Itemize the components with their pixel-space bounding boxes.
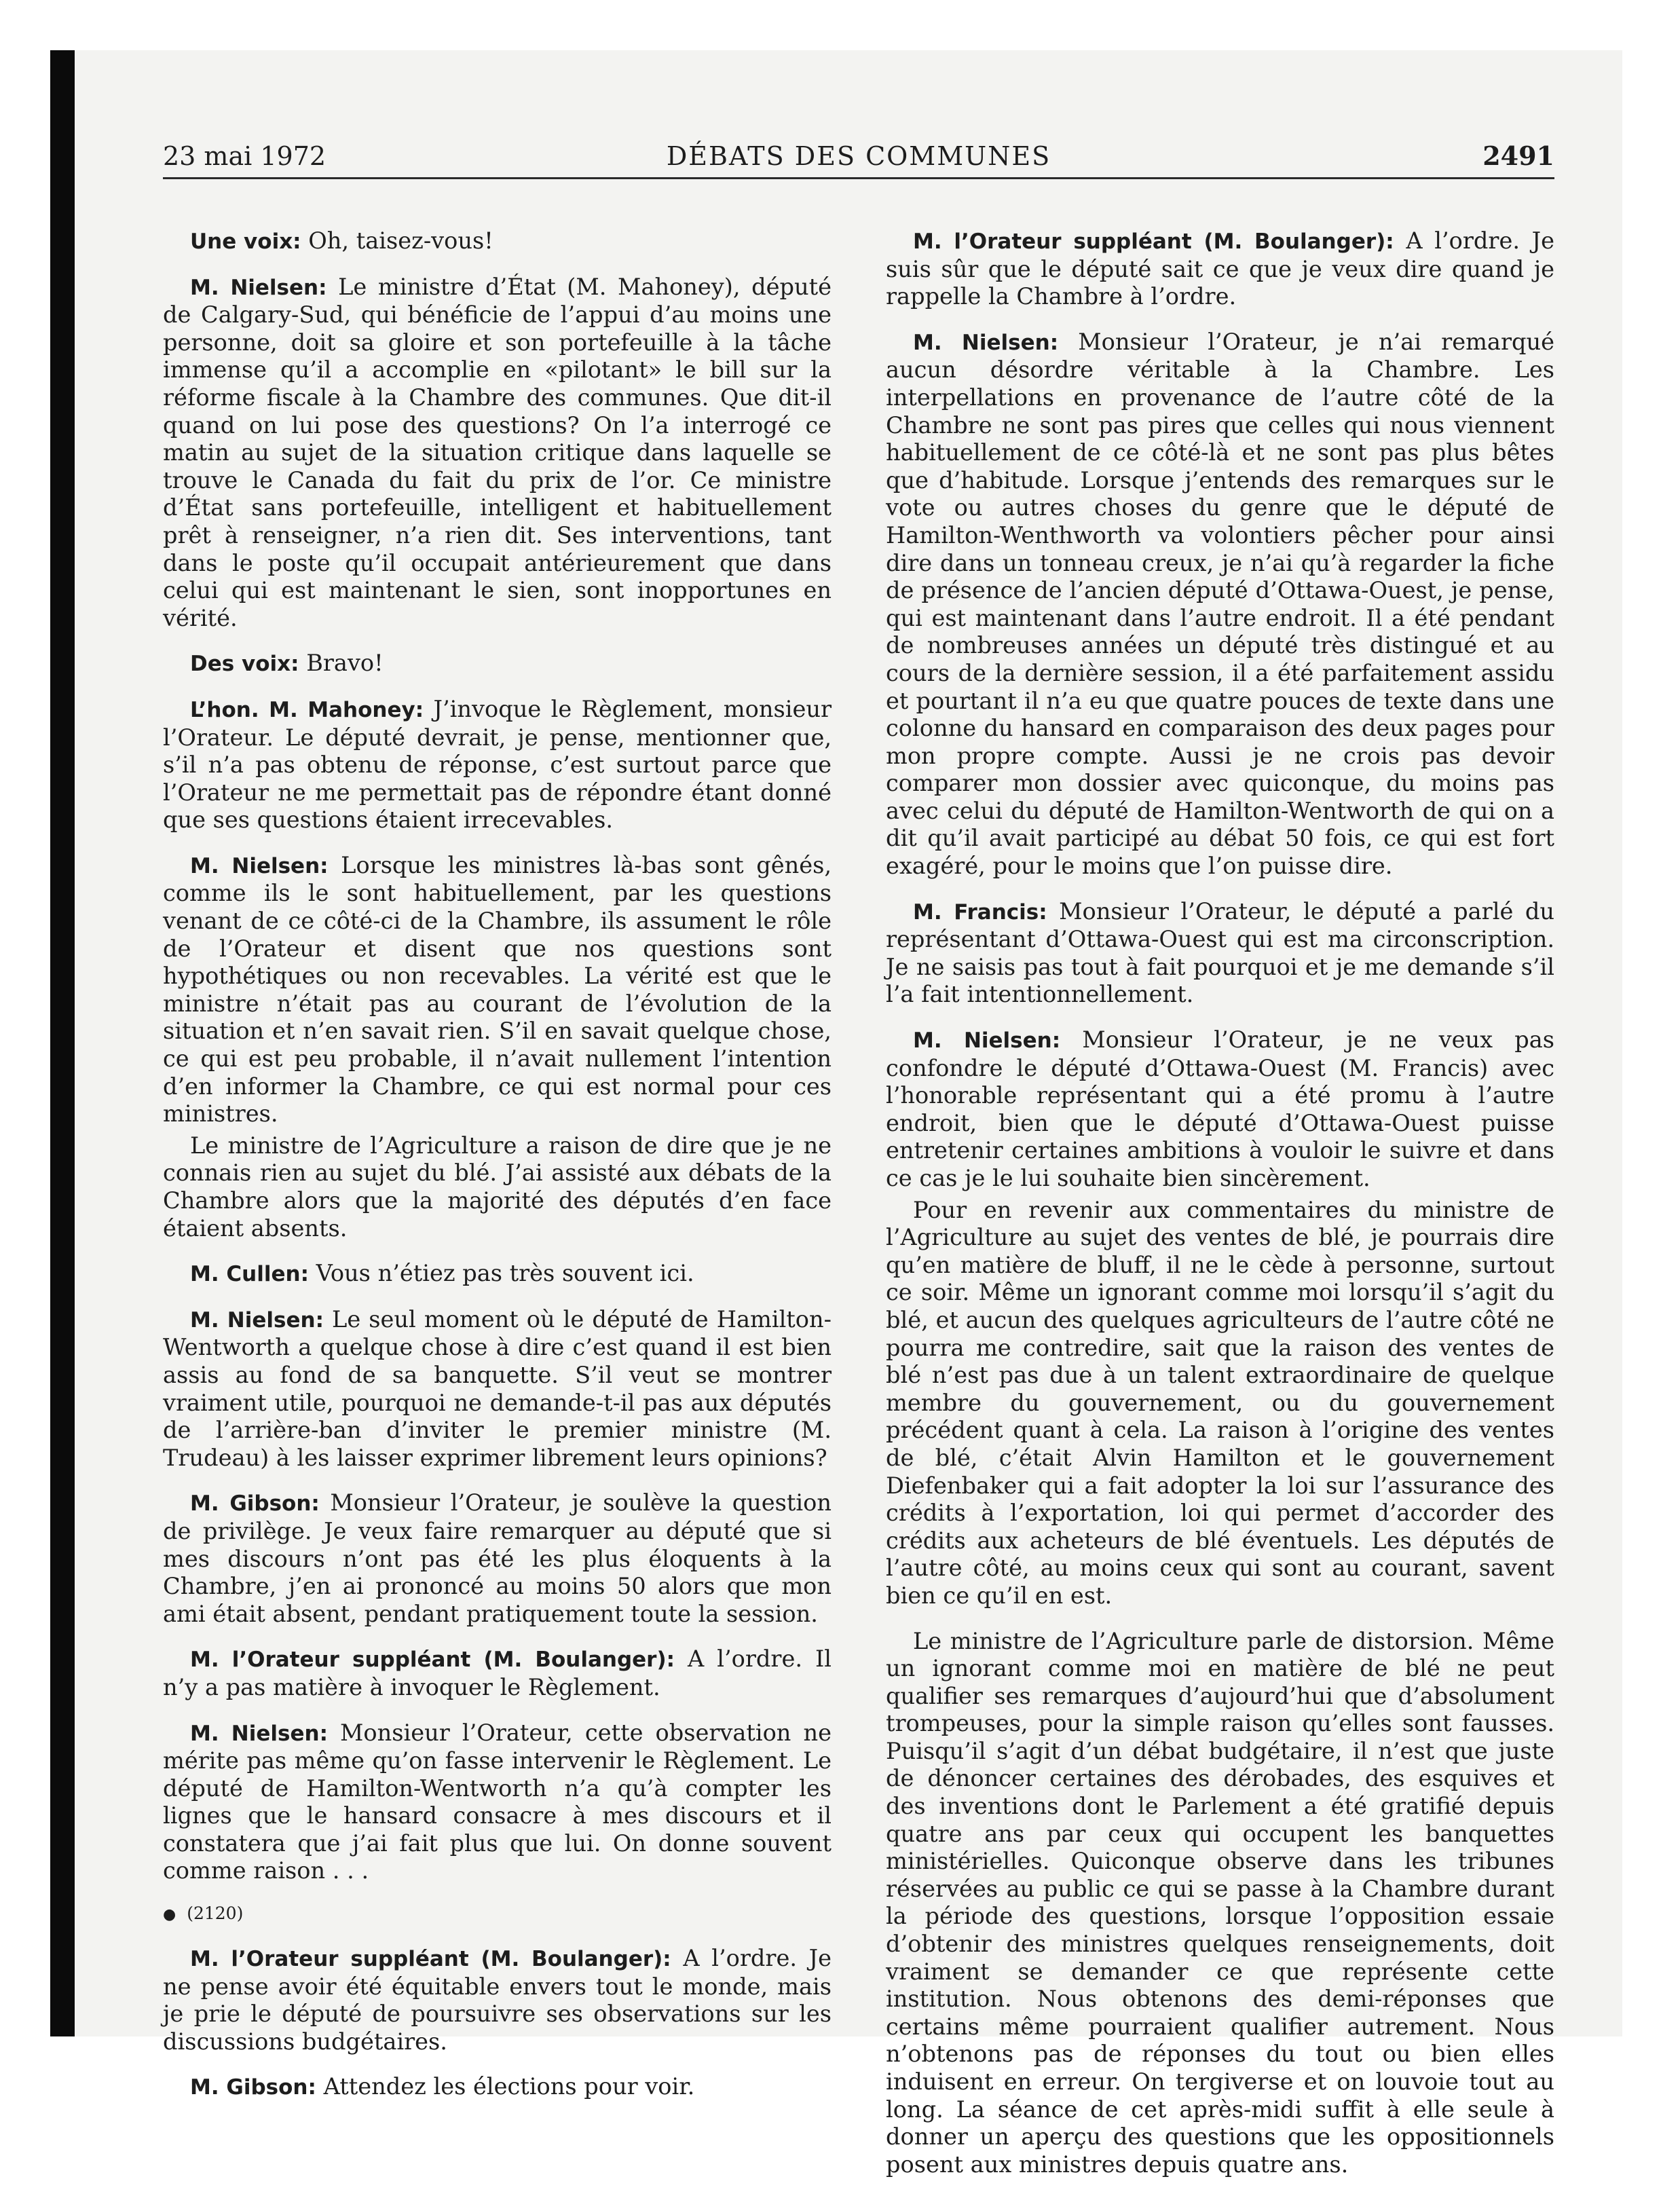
paragraph — [163, 696, 832, 834]
paragraph-text: A l’ordre. Je ne pense avoir été équitable envers tout le monde, mais je prie le député de poursuivre ses observations sur les discussions budgétaires. — [163, 1945, 832, 2055]
paragraph — [886, 227, 1554, 311]
page-number: 2491 — [1482, 141, 1554, 171]
speaker-name: L’hon. M. Mahoney: — [190, 697, 424, 722]
speaker-name: M. Nielsen: — [913, 330, 1059, 355]
speaker-name: M. Nielsen: — [190, 853, 329, 878]
speaker-name: M. Nielsen: — [190, 275, 327, 300]
paragraph-text: Monsieur l’Orateur, cette observation ne mérite pas même qu’on fasse intervenir le Règlement. Le député de Hamilton-Wentworth n’a qu’à compter les lignes que le hansard consacre à mes discours et il constatera que j’ai fait plus que lui. On donne souvent comme raison . . . — [163, 1719, 832, 1884]
speaker-name: M. Nielsen: — [913, 1028, 1061, 1054]
speaker-name: M. Cullen: — [190, 1262, 309, 1287]
page-header — [163, 139, 1554, 179]
paragraph-text: Oh, taisez-vous! — [301, 227, 493, 254]
paragraph — [163, 1260, 832, 1288]
paragraph-text: Monsieur l’Orateur, le député a parlé du représentant d’Ottawa-Ouest qui est ma circonscription. Je ne saisis pas tout à fait pourquoi et je me demande s’il l’a fait intentionnellement. — [886, 897, 1554, 1008]
paragraph — [163, 852, 832, 1128]
paragraph — [163, 2073, 832, 2102]
speaker-name: Une voix: — [190, 229, 301, 254]
paragraph-text: Vous n’étiez pas très souvent ici. — [308, 1260, 694, 1287]
paragraph — [163, 1489, 832, 1628]
document-page — [163, 139, 1555, 2178]
paragraph-text: Lorsque les ministres là-bas sont gênés, comme ils le sont habituellement, par les questions venant de ce côté-ci de la Chambre, ils assument le rôle de l’Orateur et disent que nos questions sont hypothétiques ou non recevables. La vérité est que le ministre n’était pas au courant de l’évolution de la situation et n’en savait rien. S’il en savait quelque chose, ce qui est peu probable, il n’avait nullement l’intention d’en informer la Chambre, ce qui est normal pour ces ministres. — [163, 851, 832, 1128]
speaker-name: M. Nielsen: — [190, 1307, 324, 1333]
speaker-name: M. l’Orateur suppléant (M. Boulanger): — [913, 229, 1394, 254]
speaker-name: M. Gibson: — [190, 1491, 320, 1516]
paragraph — [163, 227, 832, 256]
paragraph — [886, 329, 1554, 880]
paragraph — [163, 1645, 832, 1701]
paragraph — [886, 898, 1554, 1009]
speaker-name: M. Nielsen: — [190, 1721, 328, 1746]
speaker-name: M. l’Orateur suppléant (M. Boulanger): — [190, 1648, 675, 1673]
publication-title: DÉBATS DES COMMUNES — [666, 141, 1051, 171]
paragraph-text: J’invoque le Règlement, monsieur l’Orateur. Le député devrait, je pense, mentionner que, s’il n’a pas obtenu de réponse, c’est surtout parce que l’Orateur ne me permettait pas de répondre étant donné que ses questions étaient irrecevables. — [163, 695, 832, 834]
paragraph — [163, 274, 832, 633]
speaker-name: Des voix: — [190, 652, 299, 677]
paragraph-text: Pour en revenir aux commentaires du ministre de l’Agriculture au sujet des ventes de blé, je pourrais dire qu’en matière de bluff, il ne le cède à personne, surtout ce soir. Même un ignorant comme moi lorsqu’il s’agit du blé, et aucun des quelques agriculteurs de l’autre côté ne pourra me contredire, sait que la raison des ventes de blé n’est pas due à un talent extraordinaire de quelque membre du gouvernement, ou du gouvernement précédent quant à cela. La raison à l’origine des ventes de blé, c’était Alvin Hamilton et le gouvernement Diefenbaker qui a fait adopter la loi sur l’assurance des crédits à l’exportation, loi qui permet d’accorder des crédits aux acheteurs de blé éventuels. Les députés de l’autre côté, au moins ceux qui sont au courant, savent bien ce qu’il en est. — [886, 1196, 1554, 1609]
time-marker — [163, 1903, 832, 1926]
speaker-name: M. l’Orateur suppléant (M. Boulanger): — [190, 1947, 671, 1972]
paragraph-text: Attendez les élections pour voir. — [316, 2073, 695, 2100]
paragraph-text: A l’ordre. Il n’y a pas matière à invoquer le Règlement. — [163, 1645, 832, 1700]
paragraph-text: A l’ordre. Je suis sûr que le député sait ce que je veux dire quand je rappelle la Chambre à l’ordre. — [886, 227, 1555, 310]
paragraph-text: Le ministre d’État (M. Mahoney), député de Calgary-Sud, qui bénéficie de l’appui d’au moins une personne, doit sa gloire et son portefeuille à la tâche immense qu’il a accomplie en «pilotant» le bill sur la réforme fiscale à la Chambre des communes. Que dit-il quand on lui pose des questions? On l’a interrogé ce matin au sujet de la situation critique dans laquelle se trouve le Canada du fait du prix de l’or. Ce ministre d’État sans portefeuille, intelligent et habituellement prêt à renseigner, n’a rien dit. Ses interventions, tant dans le poste qu’il occupait antérieurement que dans celui qui est maintenant le sien, sont inopportunes en vérité. — [163, 273, 832, 631]
bullet-icon: ● — [163, 1906, 176, 1924]
paragraph — [163, 1306, 832, 1472]
speaker-name: M. Francis: — [913, 899, 1047, 925]
header-date: 23 mai 1972 — [163, 141, 326, 171]
paragraph — [886, 1628, 1554, 2179]
right-column — [886, 227, 1554, 2196]
time-stamp: (2120) — [187, 1903, 244, 1924]
paragraph — [163, 650, 832, 678]
paragraph — [886, 1026, 1554, 1193]
speaker-name: M. Gibson: — [190, 2075, 316, 2100]
left-column — [163, 227, 832, 2119]
paragraph — [886, 1197, 1554, 1610]
paragraph-text: Bravo! — [299, 650, 384, 677]
scan-edge-shadow — [50, 50, 75, 2036]
paragraph — [163, 1132, 832, 1242]
paragraph-text: Monsieur l’Orateur, je soulève la question de privilège. Je veux faire remarquer au député que si mes discours n’ont pas été les plus éloquents à la Chambre, j’en ai prononcé au moins 50 alors que mon ami était absent, pendant pratiquement toute la session. — [163, 1489, 832, 1627]
paragraph-text: Monsieur l’Orateur, je ne veux pas confondre le député d’Ottawa-Ouest (M. Francis) avec l’honorable représentant qui a été promu à l’autre endroit, bien que le député d’Ottawa-Ouest puisse entretenir certaines ambitions à vouloir le suivre et dans ce cas je le lui souhaite bien sincèrement. — [886, 1026, 1554, 1191]
paragraph-text: Le ministre de l’Agriculture parle de distorsion. Même un ignorant comme moi en matière de blé ne peut qualifier ses remarques d’aujourd’hui que d’absolument trompeuses, pour la simple raison qu’elles sont fausses. Puisqu’il s’agit d’un débat budgétaire, il n’est que juste de dénoncer certaines des dérobades, des esquives et des inventions dont le Parlement a été gratifié depuis quatre ans par ceux qui occupent les banquettes ministérielles. Quiconque observe dans les tribunes réservées au public ce qui se passe à la Chambre durant la période des questions, lorsque l’opposition essaie d’obtenir des ministres quelques renseignements, doit vraiment se demander ce que représente cette institution. Nous obtenons des demi-réponses que certains même pourraient qualifier autrement. Nous n’obtenons pas de réponses du tout ou bien elles induisent en erreur. On tergiverse et on louvoie tout au long. La séance de cet après-midi suffit à elle seule à donner un aperçu des questions que les oppositionnels posent aux ministres depuis quatre ans. — [886, 1627, 1554, 2178]
paragraph-text: Le seul moment où le député de Hamilton-Wentworth a quelque chose à dire c’est quand il est bien assis au fond de sa banquette. S’il veut se montrer vraiment utile, pourquoi ne demande-t-il pas aux députés de l’arrière-ban d’inviter le premier ministre (M. Trudeau) à les laisser exprimer librement leurs opinions? — [163, 1305, 832, 1471]
paragraph-text: Monsieur l’Orateur, je n’ai remarqué aucun désordre véritable à la Chambre. Les interpellations en provenance de l’autre côté de la Chambre ne sont pas pires que celles qui nous viennent habituellement de ce côté-là et ne sont pas plus bêtes que d’habitude. Lorsque j’entends des remarques sur le vote ou autres choses du genre que le député de Hamilton-Wenthworth va volontiers pêcher pour ainsi dire dans un tonneau creux, je n’ai qu’à regarder la fiche de présence de l’ancien député d’Ottawa-Ouest, je pense, qui est maintenant dans l’autre endroit. Il a été pendant de nombreuses années un député très distingué et au cours de la dernière session, il a été parfaitement assidu et pourtant il n’a eu que quatre pouces de texte dans une colonne du hansard en comparaison des deux pages pour mon propre compte. Aussi je ne crois pas devoir comparer mon dossier avec quiconque, du moins pas avec celui du député de Hamilton-Wentworth de qui on a dit qu’il avait participé au débat 50 fois, ce qui est fort exagéré, pour le moins que l’on puisse dire. — [886, 328, 1554, 880]
paragraph-text: Le ministre de l’Agriculture a raison de dire que je ne connais rien au sujet du blé. J’ai assisté aux débats de la Chambre alors que la majorité des députés d’en face étaient absents. — [163, 1132, 832, 1242]
paragraph — [163, 1719, 832, 1886]
paragraph — [163, 1945, 832, 2055]
